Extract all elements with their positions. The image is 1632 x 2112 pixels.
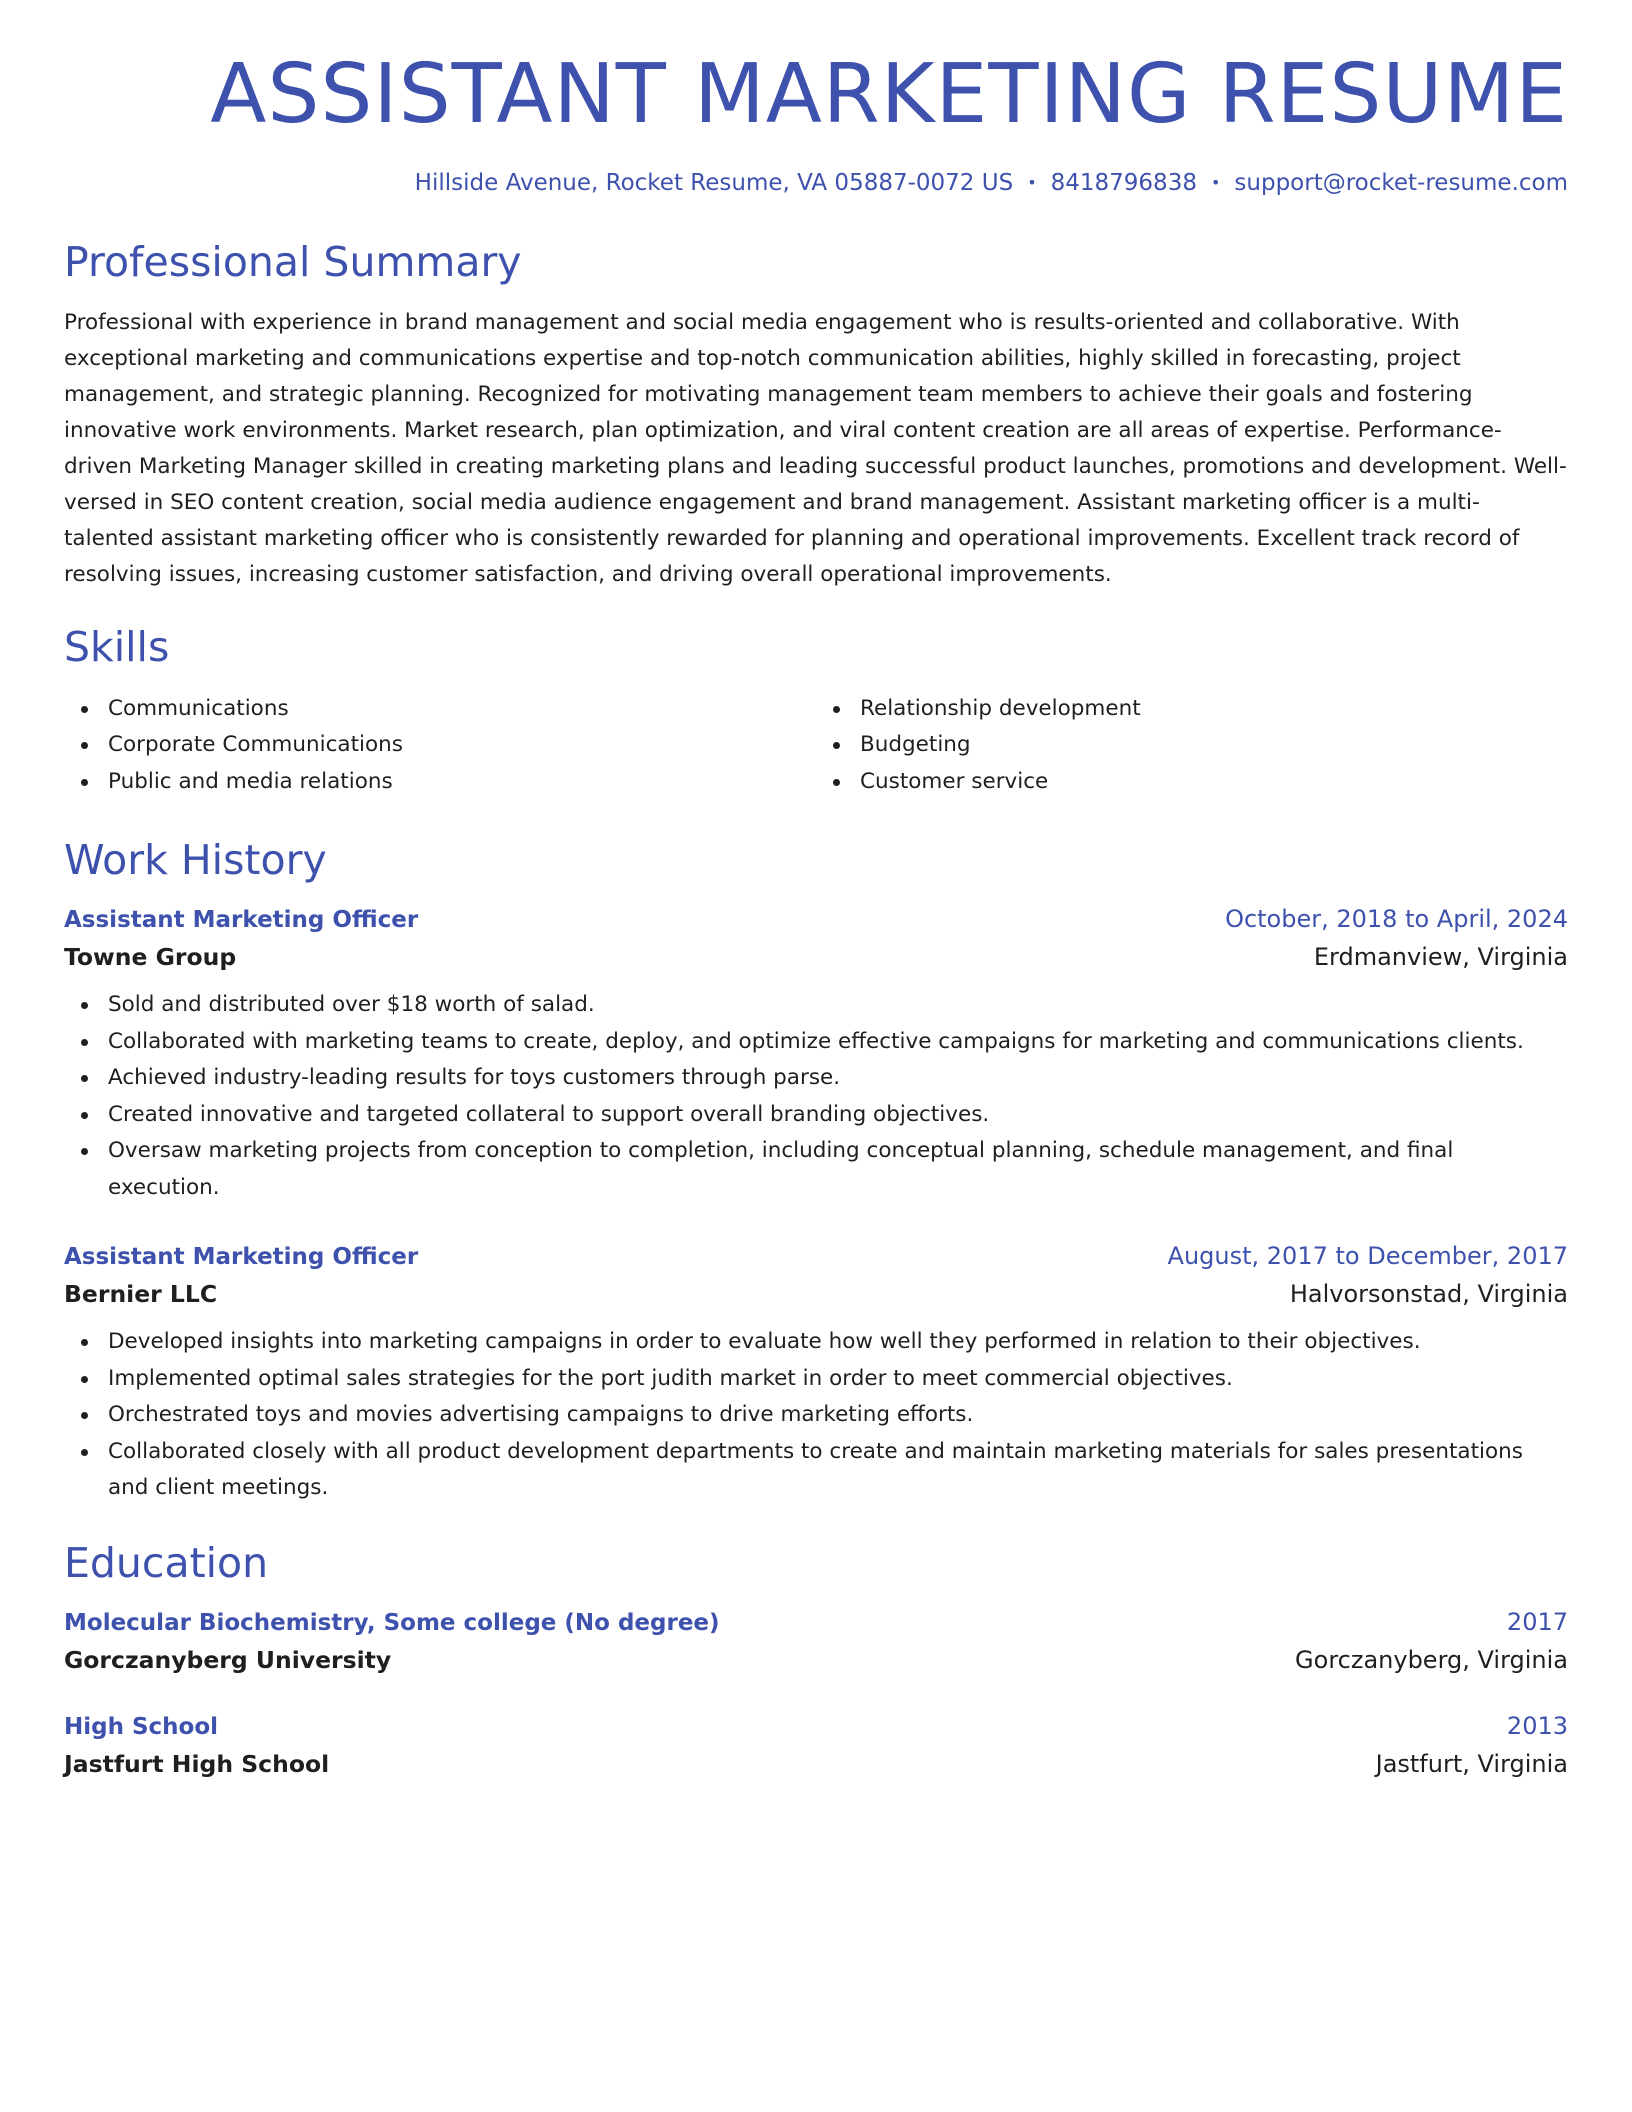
job-bullets xyxy=(64,987,1568,1206)
job-title: Assistant Marketing Officer xyxy=(64,1244,419,1271)
job-dates: August, 2017 to December, 2017 xyxy=(1167,1242,1568,1271)
job-entry xyxy=(64,1242,1568,1507)
job-bullet: Oversaw marketing projects from conception to completion, including conceptual planning, schedule management, and final execution. xyxy=(108,1133,1568,1206)
job-bullets xyxy=(64,1324,1568,1507)
job-header xyxy=(64,1242,1568,1270)
section-heading-skills: Skills xyxy=(64,623,170,672)
education-year: 2013 xyxy=(1506,1711,1568,1740)
job-header xyxy=(64,905,1568,933)
job-location: Halvorsonstad, Virginia xyxy=(1289,1280,1568,1309)
section-heading-summary: Professional Summary xyxy=(64,238,522,287)
resume-title: ASSISTANT MARKETING RESUME xyxy=(210,47,1568,142)
job-title: Assistant Marketing Officer xyxy=(64,907,419,934)
skill-item: Budgeting xyxy=(860,727,1568,764)
contact-separator: • xyxy=(1027,173,1037,193)
education-location: Gorczanyberg, Virginia xyxy=(1295,1645,1568,1674)
contact-line xyxy=(64,170,1568,196)
education-header xyxy=(64,1608,1568,1636)
contact-separator: • xyxy=(1210,173,1221,193)
contact-email[interactable]: support@rocket-resume.com xyxy=(1234,170,1568,197)
skill-item: Relationship development xyxy=(860,691,1568,728)
section-heading-education: Education xyxy=(64,1538,269,1587)
education-entry xyxy=(64,1608,1568,1674)
job-location: Erdmanview, Virginia xyxy=(1313,943,1568,972)
job-bullet: Implemented optimal sales strategies for the port judith market in order to meet commercial objectives. xyxy=(108,1361,1568,1398)
skill-item: Public and media relations xyxy=(108,764,816,801)
education-subheader xyxy=(64,1646,1568,1674)
work-history-section xyxy=(64,836,1568,1507)
skill-item: Communications xyxy=(108,691,816,728)
skill-item: Customer service xyxy=(860,764,1568,801)
job-entry xyxy=(64,905,1568,1206)
education-header xyxy=(64,1712,1568,1740)
job-bullet: Achieved industry-leading results for toys customers through parse. xyxy=(108,1060,1568,1097)
job-company: Towne Group xyxy=(64,943,237,972)
job-bullet: Collaborated with marketing teams to create, deploy, and optimize effective campaigns for marketing and communications clients. xyxy=(108,1024,1568,1061)
job-subheader xyxy=(64,943,1568,971)
job-subheader xyxy=(64,1280,1568,1308)
job-bullet: Collaborated closely with all product development departments to create and maintain marketing materials for sales presentations and client meetings. xyxy=(108,1434,1568,1507)
section-heading-work-history: Work History xyxy=(64,836,327,885)
job-bullet: Orchestrated toys and movies advertising campaigns to drive marketing efforts. xyxy=(108,1397,1568,1434)
education-section xyxy=(64,1539,1568,1778)
skills-column-right xyxy=(816,691,1568,801)
job-bullet: Created innovative and targeted collateral to support overall branding objectives. xyxy=(108,1097,1568,1134)
job-company: Bernier LLC xyxy=(64,1280,218,1309)
job-bullet: Sold and distributed over $18 worth of salad. xyxy=(108,987,1568,1024)
education-degree: High School xyxy=(64,1713,219,1740)
education-year: 2017 xyxy=(1506,1607,1568,1636)
contact-phone: 8418796838 xyxy=(1050,170,1197,197)
education-location: Jastfurt, Virginia xyxy=(1375,1749,1568,1778)
skills-section xyxy=(64,623,1568,800)
education-degree: Molecular Biochemistry, Some college (No degree) xyxy=(64,1609,720,1636)
resume-header xyxy=(64,0,1568,196)
skills-column-left xyxy=(64,691,816,801)
education-entry xyxy=(64,1712,1568,1778)
education-subheader xyxy=(64,1750,1568,1778)
skill-item: Corporate Communications xyxy=(108,727,816,764)
education-school: Gorczanyberg University xyxy=(64,1645,392,1674)
education-school: Jastfurt High School xyxy=(64,1749,330,1778)
skills-grid xyxy=(64,691,1568,801)
job-bullet: Developed insights into marketing campaigns in order to evaluate how well they performed in relation to their objectives. xyxy=(108,1324,1568,1361)
contact-address: Hillside Avenue, Rocket Resume, VA 05887-0072 US xyxy=(414,170,1014,197)
job-dates: October, 2018 to April, 2024 xyxy=(1225,905,1568,934)
professional-summary-section xyxy=(64,238,1568,593)
summary-text: Professional with experience in brand management and social media engagement who is results-oriented and collaborative. With exceptional marketing and communications expertise and top-notch communication abilities, highly skilled in forecasting, project management, and strategic planning. Recognized for motivating management team members to achieve their goals and fostering innovative work environments. Market research, plan optimization, and viral content creation are all areas of expertise. Performance-driven Marketing Manager skilled in creating marketing plans and leading successful product launches, promotions and development. Well-versed in SEO content creation, social media audience engagement and brand management. Assistant marketing officer is a multi-talented assistant marketing officer who is consistently rewarded for planning and operational improvements. Excellent track record of resolving issues, increasing customer satisfaction, and driving overall operational improvements. xyxy=(64,310,1567,588)
